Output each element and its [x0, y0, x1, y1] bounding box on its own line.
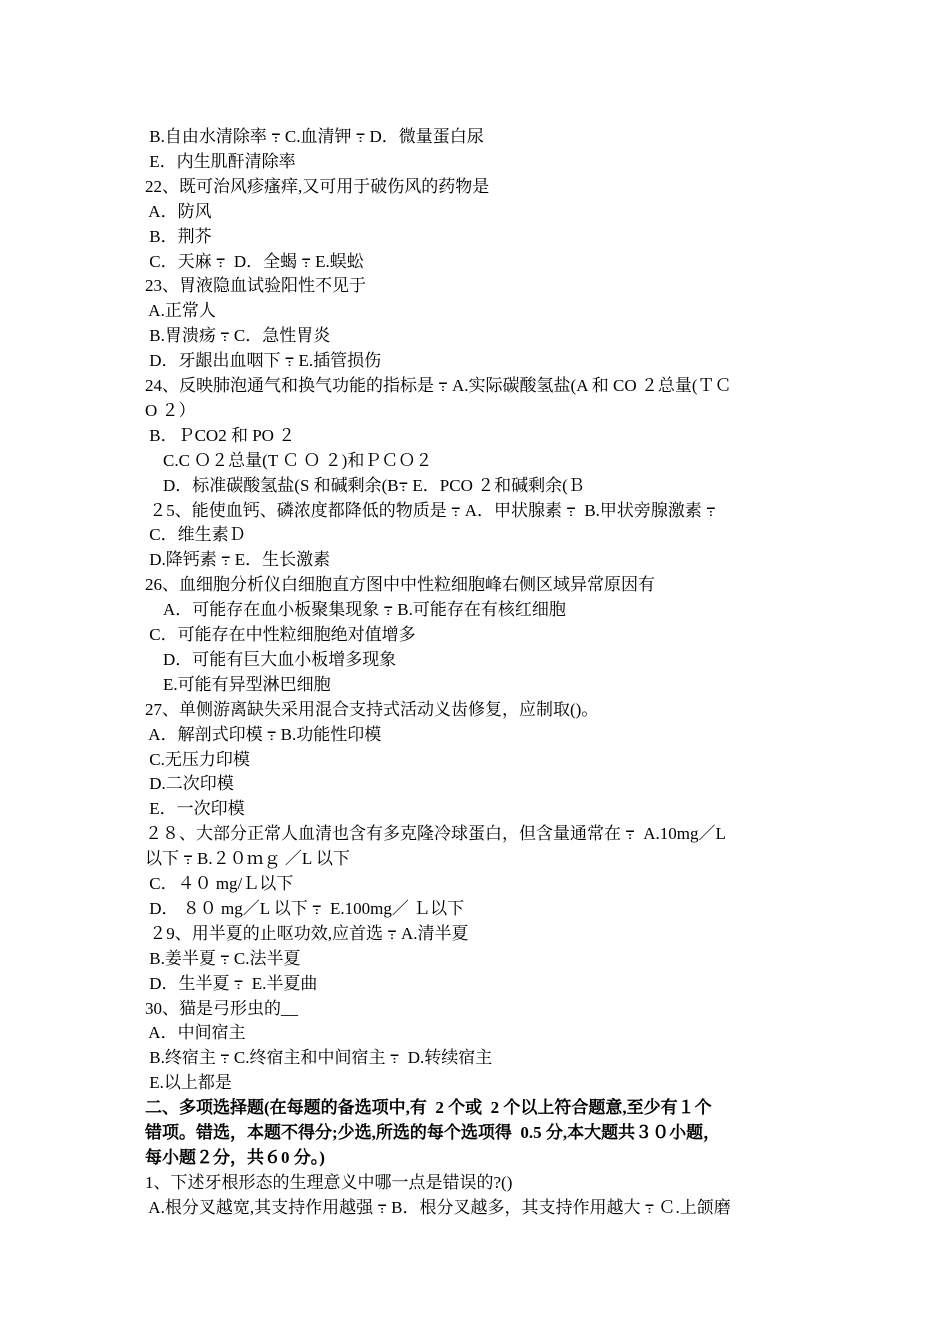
text-line: 27、单侧游离缺失采用混合支持式活动义齿修复，应制取()。: [145, 700, 599, 719]
text-line: A．解剖式印模 ߹ B.功能性印模: [145, 725, 382, 744]
text-line: E.以上都是: [145, 1073, 232, 1092]
text-line: 26、血细胞分析仪白细胞直方图中中性粒细胞峰右侧区域异常原因有: [145, 575, 655, 594]
text-line: A．可能存在血小板聚集现象 ߹ B.可能存在有核红细胞: [163, 600, 566, 619]
text-line: 23、胃液隐血试验阳性不见于: [145, 276, 366, 295]
text-line: D．标准碳酸氢盐(S 和碱剩余(B߹ E．PCO ２和碱剩余(Ｂ: [163, 476, 585, 495]
section-heading-line: 每小题２分，共６0 分。): [145, 1148, 325, 1167]
text-line: A．防风: [145, 202, 212, 221]
text-line: 24、反映肺泡通气和换气功能的指标是 ߹ A.实际碳酸氢盐(A 和 CO ２总量(ＴＣ: [145, 376, 732, 395]
text-line: B.自由水清除率 ߹ C.血清钾 ߹ D．微量蛋白尿: [145, 127, 484, 146]
text-line: A.根分叉越宽,其支持作用越强 ߹ B．根分叉越多，其支持作用越大 ߹ Ｃ.上颌磨: [145, 1198, 731, 1217]
text-line: B.姜半夏 ߹ C.法半夏: [145, 949, 301, 968]
text-line: ２5、能使血钙、磷浓度都降低的物质是 ߹ A．甲状腺素 ߹ B.甲状旁腺激素 ߹: [145, 501, 716, 520]
text-line: B.终宿主 ߹ C.终宿主和中间宿主 ߹ D.转续宿主: [145, 1048, 493, 1067]
text-line: B.胃溃疡 ߹ C．急性胃炎: [145, 326, 331, 345]
section-heading-line: 错项。错选，本题不得分;少选,所选的每个选项得 0.5 分,本大题共３０小题，: [145, 1123, 721, 1142]
text-line: B．荆芥: [145, 227, 212, 246]
text-line: 22、既可治风疹瘙痒,又可用于破伤风的药物是: [145, 177, 490, 196]
text-line: O ２）: [145, 401, 196, 420]
text-line: C.无压力印模: [145, 750, 250, 769]
text-line: 30、猫是弓形虫的__: [145, 999, 298, 1018]
text-line: A.正常人: [145, 301, 216, 320]
text-line: E．一次印模: [145, 799, 245, 818]
text-line: 1、下述牙根形态的生理意义中哪一点是错误的?(): [145, 1173, 513, 1192]
text-line: C．可能存在中性粒细胞绝对值增多: [145, 625, 416, 644]
text-line: D.降钙素 ߹ E．生长激素: [145, 550, 331, 569]
text-line: C．天麻 ߹ D．全蝎 ߹ E.蜈蚣: [145, 252, 364, 271]
text-line: B．ＰCO2 和 PO ２: [145, 426, 296, 445]
text-line: C．４０ mg/Ｌ以下: [145, 874, 294, 893]
text-line: D．生半夏 ߹ E.半夏曲: [145, 974, 318, 993]
text-line: ２9、用半夏的止呕功效,应首选 ߹ A.清半夏: [145, 924, 469, 943]
text-line: D． ８０ mg／L 以下 ߹ E.100mg／ Ｌ以下: [145, 899, 465, 918]
text-line: A．中间宿主: [145, 1023, 246, 1042]
text-line: 以下 ߹ B.２０ｍｇ ／L 以下: [145, 849, 350, 868]
text-line: E．内生肌酐清除率: [145, 152, 296, 171]
text-line: D．可能有巨大血小板增多现象: [163, 650, 397, 669]
text-line: C.C Ｏ２总量(T Ｃ Ｏ ２)和ＰＣＯ２: [163, 451, 433, 470]
section-heading-line: 二、多项选择题(在每题的备选项中,有 2 个或 2 个以上符合题意,至少有１个: [145, 1098, 712, 1117]
text-line: ２８、大部分正常人血清也含有多克隆冷球蛋白，但含量通常在 ߹ A.10mg／L: [145, 824, 726, 843]
text-line: D．牙龈出血咽下 ߹ E.插管损伤: [145, 351, 382, 370]
text-line: E.可能有异型淋巴细胞: [163, 675, 331, 694]
text-line: D.二次印模: [145, 774, 234, 793]
text-line: C．维生素Ｄ: [145, 525, 246, 544]
